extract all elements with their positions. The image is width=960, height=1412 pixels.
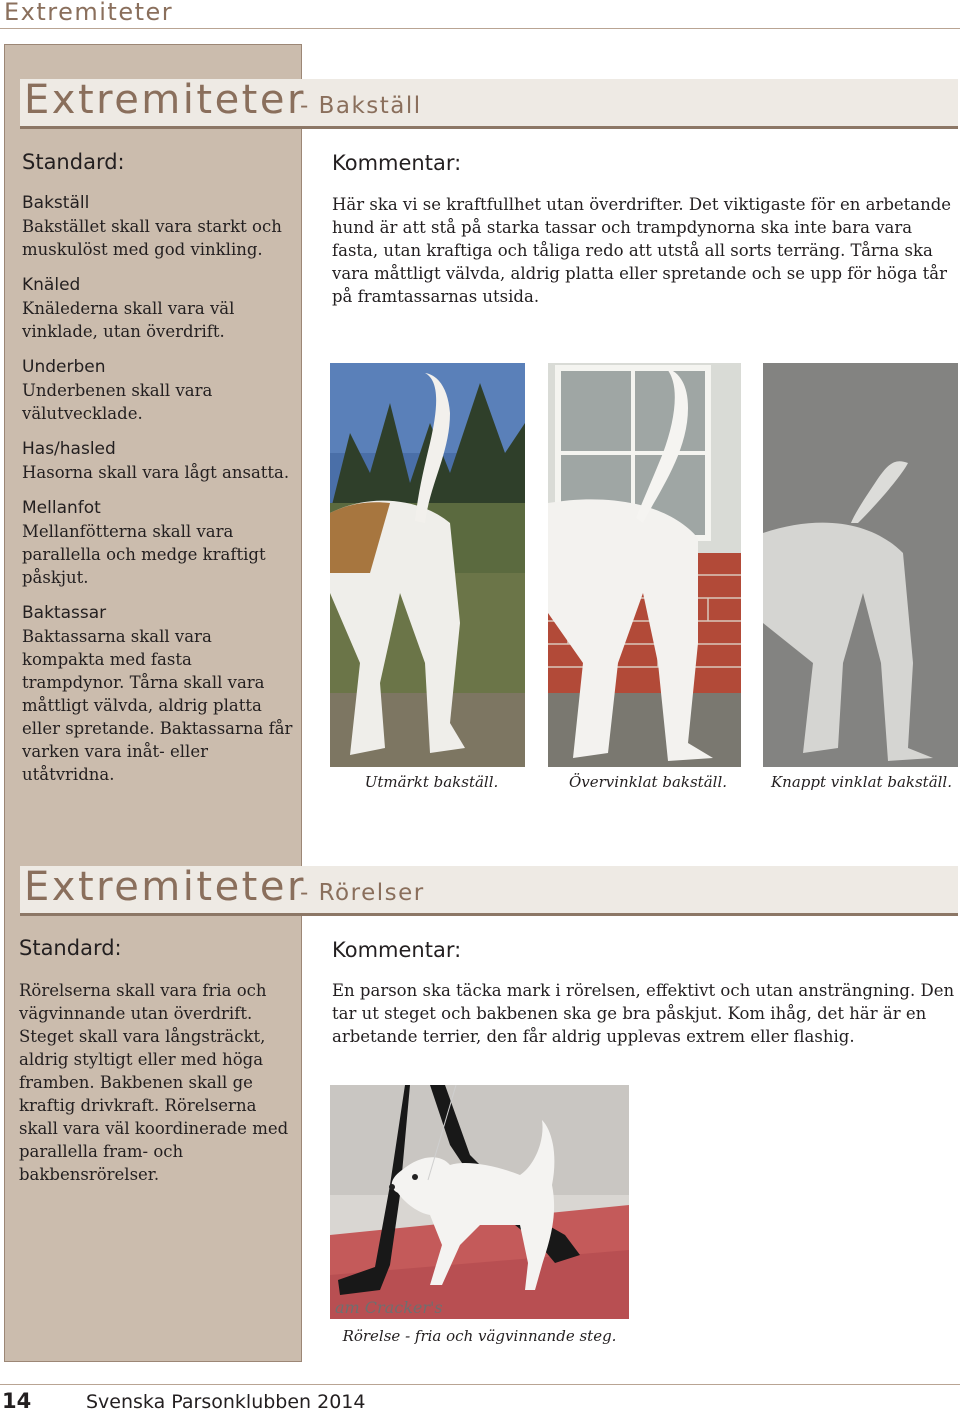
standard-item (22, 356, 294, 425)
photo-caption: Knappt vinklat bakställ. (770, 773, 953, 791)
section-title-bar-rorelser (20, 866, 958, 916)
section-title: Extremiteter (24, 864, 306, 910)
section-title: Extremiteter (24, 77, 306, 123)
standard-heading: Standard: (22, 150, 125, 174)
photo-caption: Utmärkt bakställ. (364, 773, 499, 791)
standard-item (22, 438, 294, 484)
standard-item-heading: Baktassar (22, 603, 107, 623)
standard-item (22, 274, 294, 343)
standard-item-heading: Knäled (22, 275, 81, 295)
standard-heading: Standard: (19, 936, 122, 960)
section-title-bar-bakstall (20, 79, 958, 129)
photo-watermark: am Cracker's (335, 1298, 443, 1317)
standard-item-heading: Has/hasled (22, 439, 116, 459)
comment-heading: Kommentar: (332, 938, 462, 962)
page-number: 14 (2, 1389, 32, 1412)
publication-name: Svenska Parsonklubben 2014 (86, 1391, 366, 1412)
running-head: Extremiteter (4, 0, 174, 26)
standard-item-text: Knälederna skall vara väl vinklade, utan överdrift. (22, 299, 235, 341)
standard-item (22, 192, 294, 261)
comment-text: En parson ska täcka mark i rörelsen, effektivt och utan ansträngning. Den tar ut steget och bakbenen ska ge bra påskjut. Kom ihåg, det här är en arbetande terrier, den får aldrig upplevas extrem eller flashig. (332, 981, 955, 1046)
standard-item-heading: Underben (22, 357, 106, 377)
standard-item (22, 497, 294, 589)
comment-text: Här ska vi se kraftfullhet utan överdrifter. Det viktigaste för en arbetande hund är att stå på starka tassar och trampdynorna ska inte bara vara fasta, utan kraftiga och tåliga redo att utstå all sorts terräng. Tårna ska vara måttligt välvda, aldrig platta eller spretande och se upp för höga tår på framtassarnas utsida. (332, 195, 952, 306)
section-subtitle: - Bakställ (300, 93, 422, 119)
standard-item-text: Mellanfötterna skall vara parallella och medge kraftigt påskjut. (22, 522, 266, 587)
section-subtitle: - Rörelser (300, 880, 425, 906)
footer-rule (0, 1384, 960, 1385)
standard-item-text: Hasorna skall vara lågt ansatta. (22, 463, 290, 482)
running-head-rule (0, 28, 960, 29)
photo-excellent-hindquarters (330, 363, 525, 767)
standard-item-text: Underbenen skall vara välutvecklade. (22, 381, 213, 423)
standard-item-text: Baktassarna skall vara kompakta med fasta trampdynor. Tårna skall vara måttligt välvda, aldrig platta eller spretande. Baktassarna får varken vara inåt- eller utåtvridna. (22, 627, 293, 784)
standard-item-text: Bakstället skall vara starkt och muskulöst med god vinkling. (22, 217, 282, 259)
photo-caption: Rörelse - fria och vägvinnande steg. (342, 1327, 617, 1345)
photo-movement (330, 1085, 629, 1319)
standard-item (22, 602, 294, 786)
comment-heading: Kommentar: (332, 151, 462, 175)
photo-straight-hindquarters (763, 363, 958, 767)
standard-list-bakstall (22, 192, 294, 799)
standard-text: Rörelserna skall vara fria och vägvinnande utan överdrift. Steget skall vara långsträckt, aldrig styltigt eller med höga framben. Bakbenen skall ge kraftig drivkraft. Rörelserna skall vara väl koordinerade med parallella fram- och bakbensrörelser. (19, 981, 289, 1184)
standard-item-heading: Bakställ (22, 193, 90, 213)
photo-overangulated-hindquarters (548, 363, 741, 767)
photo-caption: Övervinklat bakställ. (568, 773, 728, 791)
standard-item-heading: Mellanfot (22, 498, 101, 518)
